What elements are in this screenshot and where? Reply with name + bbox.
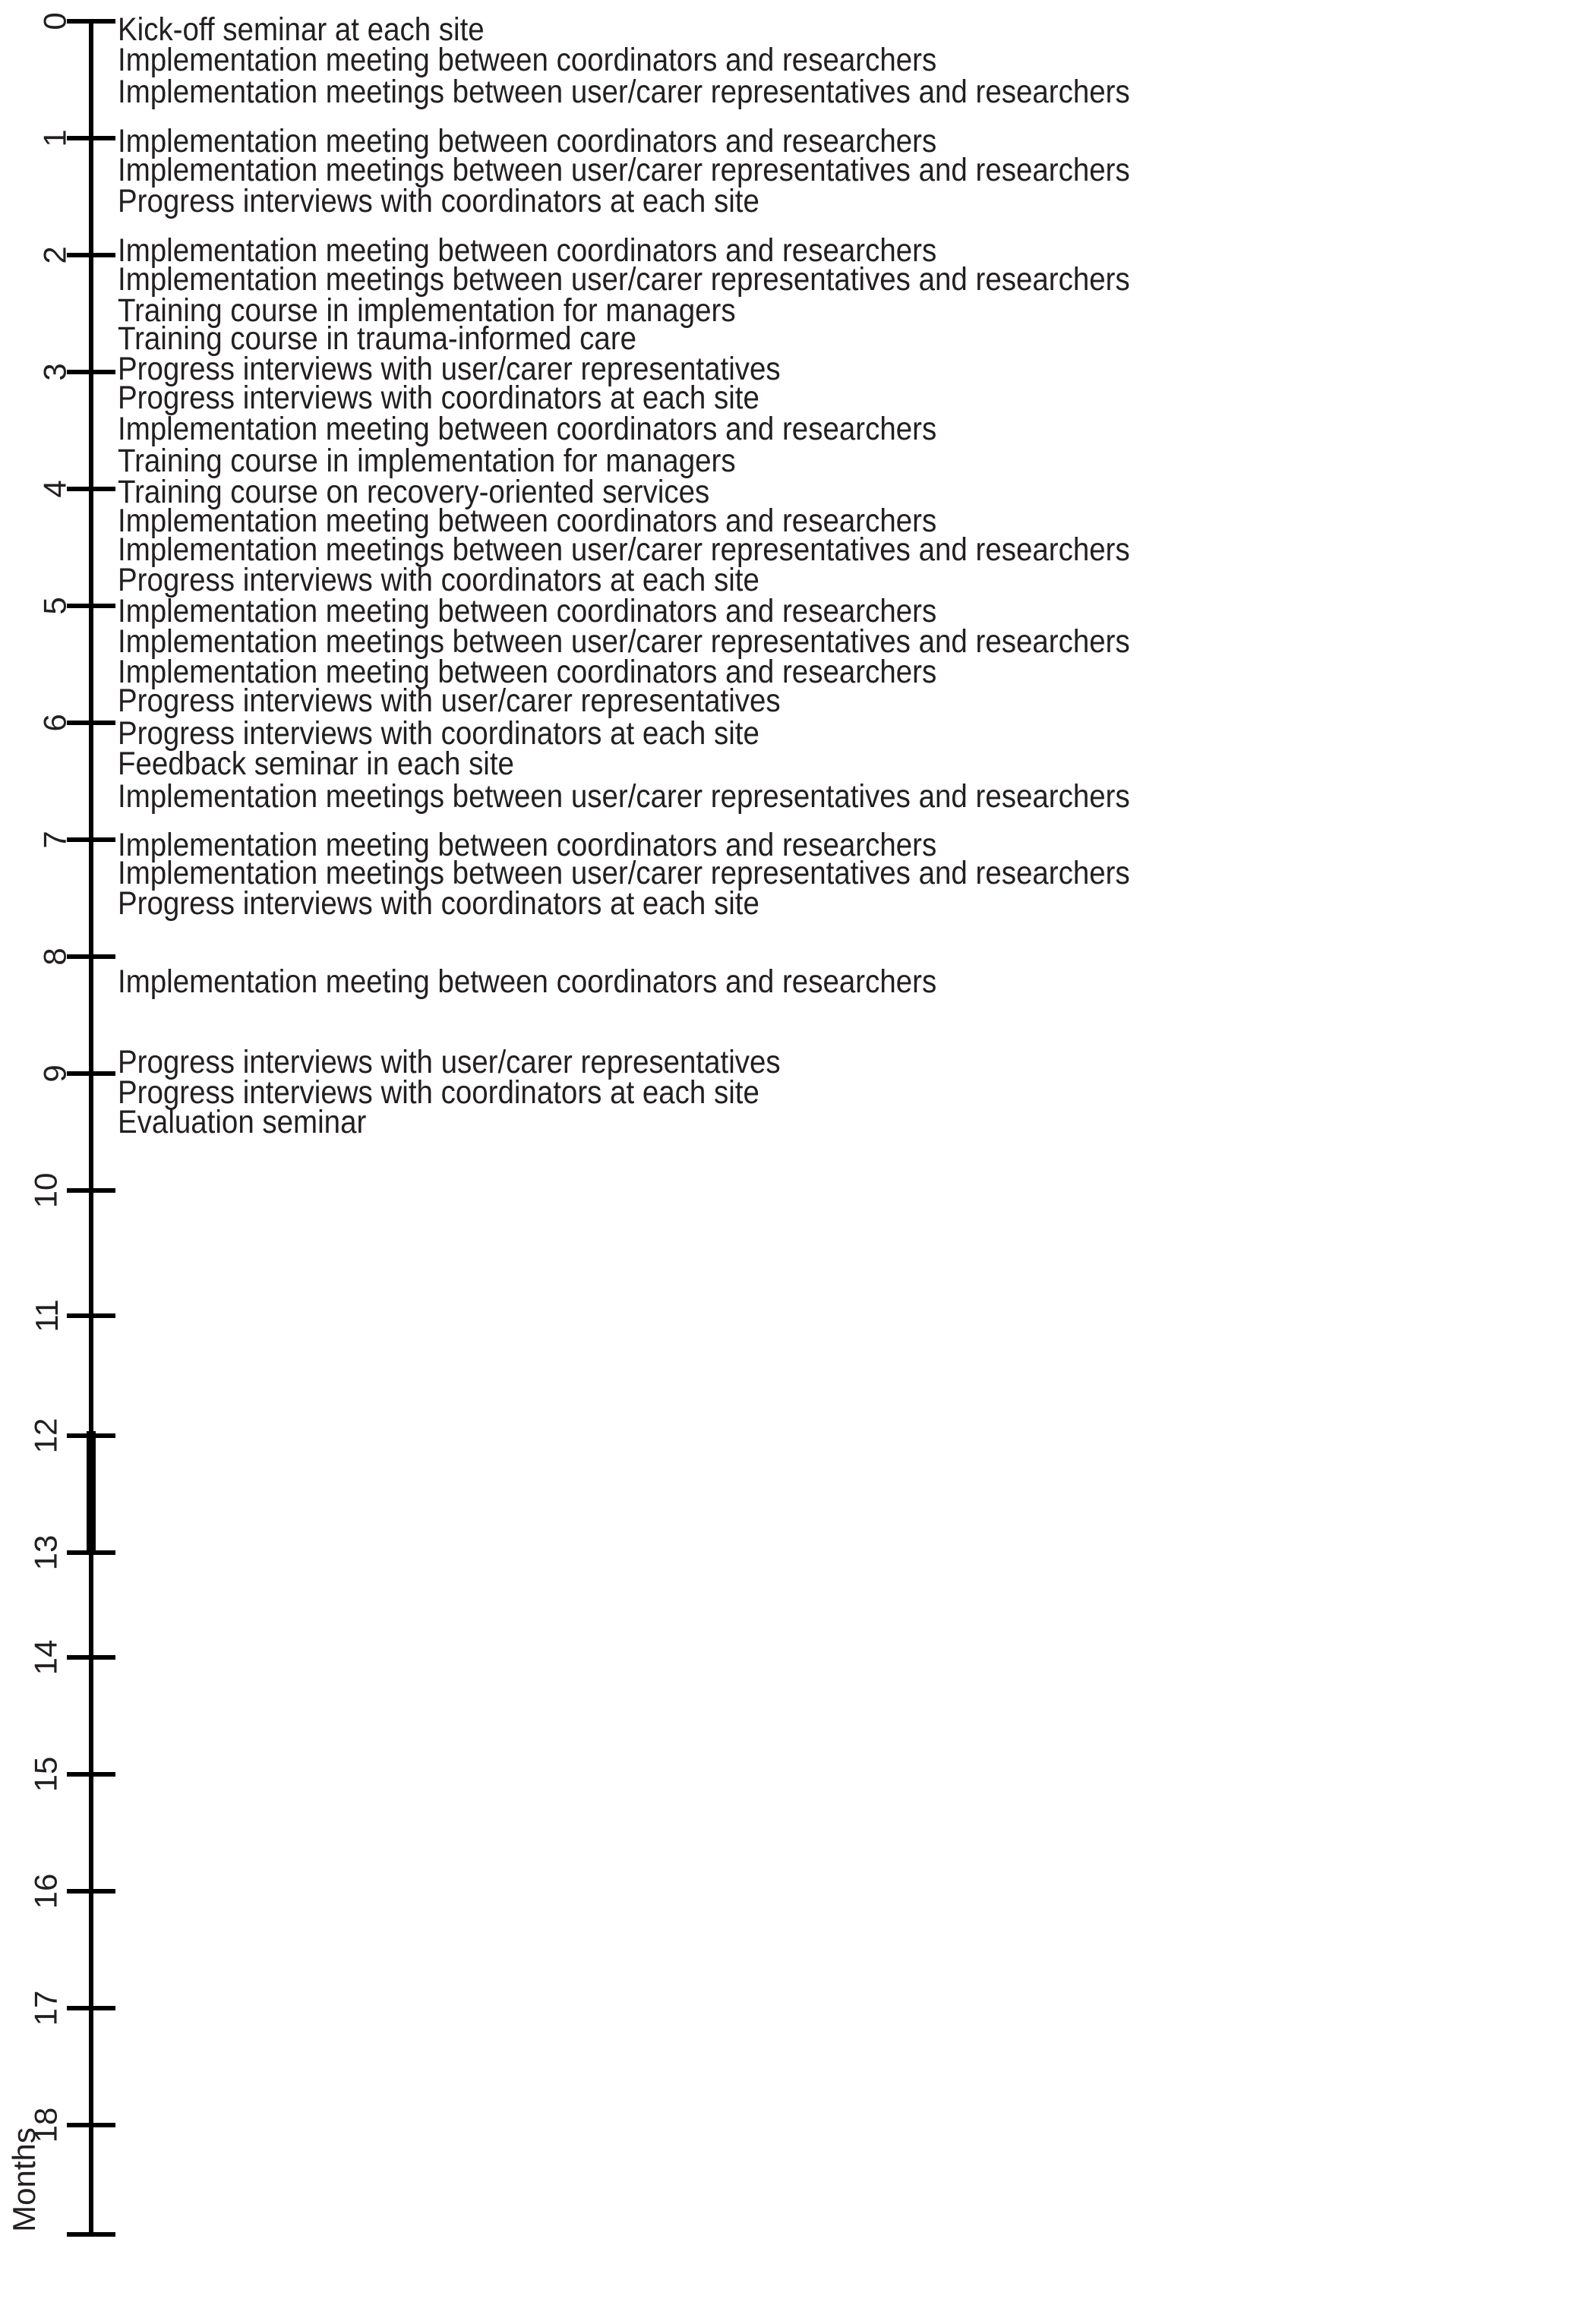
timeline-event: Progress interviews with coordinators at each site xyxy=(118,562,759,598)
timeline-event: Progress interviews with coordinators at each site xyxy=(118,715,759,752)
timeline-event: Implementation meeting between coordinators and researchers xyxy=(118,593,937,629)
axis-tick-label-text: 17 xyxy=(27,1990,64,2026)
axis-tick-label-text: 0 xyxy=(36,12,73,30)
axis-tick-label-text: 6 xyxy=(36,714,73,732)
timeline-event: Implementation meetings between user/carer representatives and researchers xyxy=(118,74,1130,110)
axis-tick-label-text: 4 xyxy=(36,480,73,498)
timeline-event: Implementation meetings between user/carer representatives and researchers xyxy=(118,623,1130,660)
timeline-event: Progress interviews with user/carer representatives xyxy=(118,351,781,387)
axis-tick-label-text: 16 xyxy=(27,1873,64,1909)
timeline-event: Implementation meeting between coordinators and researchers xyxy=(118,42,937,78)
axis-tick-label-text: 14 xyxy=(27,1639,64,1676)
timeline-event: Implementation meeting between coordinators and researchers xyxy=(118,503,937,539)
timeline-event: Training course in implementation for managers xyxy=(118,292,736,329)
timeline-event: Evaluation seminar xyxy=(118,1104,367,1140)
axis-tick-label-text: 2 xyxy=(36,246,73,264)
timeline-event: Progress interviews with user/carer representatives xyxy=(118,1044,781,1080)
timeline-event: Implementation meeting between coordinators and researchers xyxy=(118,411,937,447)
axis-tick-label-text: 12 xyxy=(27,1417,64,1454)
timeline-event: Implementation meetings between user/carer representatives and researchers xyxy=(118,855,1130,891)
timeline-event: Implementation meetings between user/carer representatives and researchers xyxy=(118,778,1130,815)
axis-tick-label-text: 8 xyxy=(36,948,73,966)
axis-caption-label: Months xyxy=(5,2127,42,2232)
timeline-event: Progress interviews with user/carer representatives xyxy=(118,683,781,719)
axis-tick-label-text: 13 xyxy=(27,1534,64,1571)
timeline-event: Progress interviews with coordinators at each site xyxy=(118,380,759,416)
timeline-event: Progress interviews with coordinators at each site xyxy=(118,885,759,922)
timeline-event: Training course in implementation for managers xyxy=(118,443,736,479)
axis-tick-label-text: 11 xyxy=(29,1299,65,1332)
timeline-event: Training course in trauma-informed care xyxy=(118,320,637,357)
timeline-event: Implementation meetings between user/carer representatives and researchers xyxy=(118,531,1130,568)
axis-tick-label-text: 7 xyxy=(36,831,73,849)
timeline-event: Training course on recovery-oriented services xyxy=(118,474,710,510)
axis-tick-label-text: 18 xyxy=(27,2107,64,2143)
axis-tick-label-text: 10 xyxy=(27,1172,64,1209)
timeline-event: Implementation meeting between coordinators and researchers xyxy=(118,827,937,863)
timeline-event: Kick-off seminar at each site xyxy=(118,11,485,48)
axis-tick-label-text: 15 xyxy=(27,1756,64,1793)
timeline-event: Feedback seminar in each site xyxy=(118,746,514,782)
axis-tick-label-text: 3 xyxy=(36,363,73,381)
timeline-event: Implementation meeting between coordinators and researchers xyxy=(118,654,937,690)
axis-tick-label-text: 5 xyxy=(36,597,73,615)
timeline-event: Progress interviews with coordinators at each site xyxy=(118,1074,759,1111)
timeline-event: Implementation meeting between coordinators and researchers xyxy=(118,123,937,159)
timeline-event: Implementation meeting between coordinators and researchers xyxy=(118,232,937,269)
axis-tick-label-text: 9 xyxy=(36,1064,73,1083)
timeline-event: Implementation meetings between user/carer representatives and researchers xyxy=(118,152,1130,188)
timeline-event: Progress interviews with coordinators at each site xyxy=(118,183,759,219)
timeline-event: Implementation meeting between coordinators and researchers xyxy=(118,963,937,1000)
axis-tick-label-text: 1 xyxy=(36,129,73,147)
timeline-event: Implementation meetings between user/carer representatives and researchers xyxy=(118,261,1130,298)
